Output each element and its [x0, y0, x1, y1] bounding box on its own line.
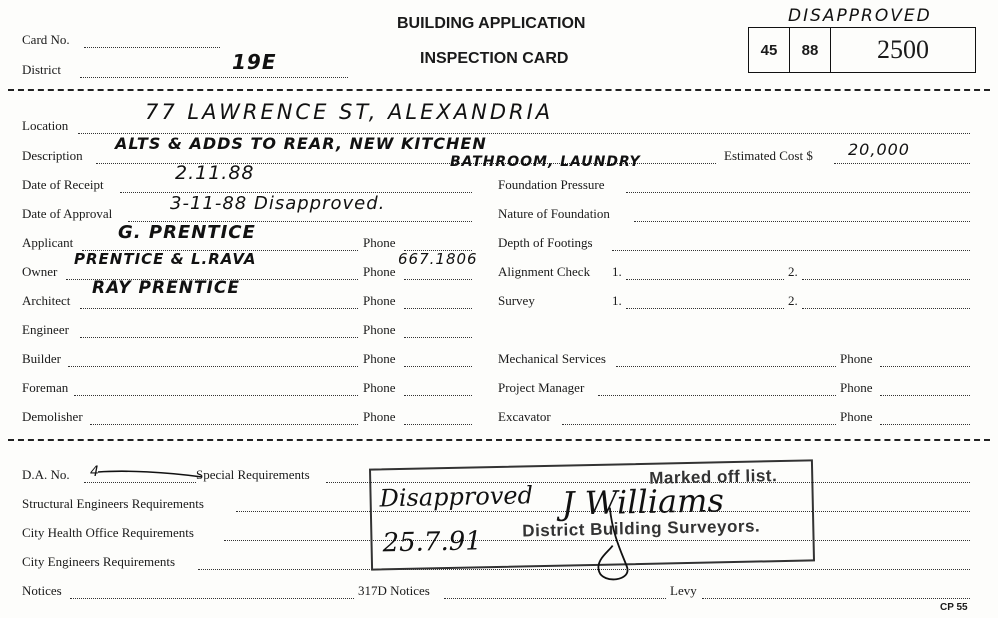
notices-label: Notices — [22, 583, 62, 598]
surveyor-stamp — [369, 459, 815, 570]
stamp-line-1: Marked off list. — [649, 466, 778, 488]
architect-value: RAY PRENTICE — [92, 278, 240, 298]
foundation-pressure-line — [626, 192, 970, 193]
excavator-phone-line — [880, 424, 970, 425]
mechanical-label: Mechanical Services — [498, 351, 606, 366]
project-manager-label: Project Manager — [498, 380, 585, 395]
estimated-cost-line — [834, 163, 970, 164]
foreman-phone-line — [404, 395, 472, 396]
levy-label: Levy — [670, 583, 697, 598]
survey-label: Survey — [498, 293, 535, 308]
project-manager-phone-line — [880, 395, 970, 396]
foreman-line — [74, 395, 358, 396]
survey-item-2: 2. — [788, 293, 798, 308]
excavator-label: Excavator — [498, 409, 551, 424]
estimated-cost-value: 20,000 — [848, 140, 910, 159]
project-manager-line — [598, 395, 836, 396]
engineer-phone-line — [404, 337, 472, 338]
nature-foundation-label: Nature of Foundation — [498, 206, 610, 221]
date-receipt-value: 2.11.88 — [175, 162, 255, 184]
stamp-handwritten-date: 25.7.91 — [382, 526, 483, 559]
engineer-line — [80, 337, 358, 338]
builder-line — [68, 366, 358, 367]
alignment-check-label: Alignment Check — [498, 264, 591, 279]
excavator-phone-label: Phone — [840, 409, 873, 424]
da-no-line — [84, 482, 196, 483]
owner-phone-label: Phone — [363, 264, 396, 279]
survey-line-2 — [802, 308, 970, 309]
owner-value: PRENTICE & L.RAVA — [74, 250, 257, 268]
builder-phone-line — [404, 366, 472, 367]
demolisher-label: Demolisher — [22, 409, 83, 424]
depth-footings-line — [612, 250, 970, 251]
nature-foundation-line — [634, 221, 970, 222]
architect-phone-line — [404, 308, 472, 309]
date-approval-label: Date of Approval — [22, 206, 113, 221]
divider-top — [8, 89, 990, 91]
architect-line — [80, 308, 358, 309]
notices-317d-line — [444, 598, 666, 599]
signature-loop — [582, 505, 644, 586]
architect-label: Architect — [22, 293, 71, 308]
district-label: District — [22, 62, 61, 77]
excavator-line — [562, 424, 836, 425]
card-no-label: Card No. — [22, 32, 70, 47]
demolisher-phone-label: Phone — [363, 409, 396, 424]
levy-line — [702, 598, 970, 599]
ref-cell-3: 2500 — [877, 35, 929, 64]
mechanical-phone-line — [880, 366, 970, 367]
survey-line-1 — [626, 308, 784, 309]
divider-middle — [8, 439, 990, 441]
ref-cell-1: 45 — [749, 28, 790, 72]
city-engineers-label: City Engineers Requirements — [22, 554, 176, 569]
description-value-1: ALTS & ADDS TO REAR, NEW KITCHEN — [115, 134, 487, 153]
owner-phone-line — [404, 279, 472, 280]
district-line — [80, 77, 348, 78]
foreman-label: Foreman — [22, 380, 69, 395]
demolisher-phone-line — [404, 424, 472, 425]
project-manager-phone-label: Phone — [840, 380, 873, 395]
survey-item-1: 1. — [612, 293, 622, 308]
alignment-line-2 — [802, 279, 970, 280]
card-no-line — [84, 47, 220, 48]
applicant-label: Applicant — [22, 235, 74, 250]
owner-label: Owner — [22, 264, 58, 279]
location-value: 77 LAWRENCE ST, ALEXANDRIA — [145, 100, 554, 124]
location-label: Location — [22, 118, 69, 133]
ref-cell-2: 88 — [790, 28, 831, 72]
structural-label: Structural Engineers Requirements — [22, 496, 204, 511]
notices-317d-label: 317D Notices — [358, 583, 430, 598]
stamp-line-2: District Building Surveyors. — [522, 516, 761, 541]
engineer-phone-label: Phone — [363, 322, 396, 337]
mechanical-phone-label: Phone — [840, 351, 873, 366]
da-no-strike — [96, 466, 206, 480]
special-req-label: Special Requirements — [196, 467, 310, 482]
architect-phone-label: Phone — [363, 293, 396, 308]
district-value: 19E — [232, 50, 277, 74]
form-title: BUILDING APPLICATION — [397, 15, 586, 32]
da-no-value: 4 — [90, 464, 100, 480]
applicant-phone-label: Phone — [363, 235, 396, 250]
engineer-label: Engineer — [22, 322, 69, 337]
demolisher-line — [90, 424, 358, 425]
alignment-line-1 — [626, 279, 784, 280]
depth-footings-label: Depth of Footings — [498, 235, 593, 250]
reference-box — [748, 27, 976, 73]
form-code: CP 55 — [940, 602, 968, 613]
signature: J Williams — [561, 481, 725, 523]
builder-phone-label: Phone — [363, 351, 396, 366]
builder-label: Builder — [22, 351, 61, 366]
description-value-2: BATHROOM, LAUNDRY — [450, 154, 641, 170]
alignment-item-1: 1. — [612, 264, 622, 279]
notices-line — [70, 598, 354, 599]
stamp-handwritten-status: Disapproved — [379, 481, 534, 513]
status-handwritten: DISAPPROVED — [788, 6, 932, 26]
owner-phone-value: 667.1806 — [398, 250, 478, 268]
mechanical-line — [616, 366, 836, 367]
date-receipt-label: Date of Receipt — [22, 177, 104, 192]
da-no-label: D.A. No. — [22, 467, 70, 482]
foreman-phone-label: Phone — [363, 380, 396, 395]
estimated-cost-label: Estimated Cost $ — [724, 148, 813, 163]
foundation-pressure-label: Foundation Pressure — [498, 177, 605, 192]
health-label: City Health Office Requirements — [22, 525, 194, 540]
date-approval-value: 3-11-88 Disapproved. — [170, 193, 386, 214]
applicant-value: G. PRENTICE — [118, 222, 256, 243]
form-subtitle: INSPECTION CARD — [420, 50, 569, 67]
description-label: Description — [22, 148, 83, 163]
alignment-item-2: 2. — [788, 264, 798, 279]
